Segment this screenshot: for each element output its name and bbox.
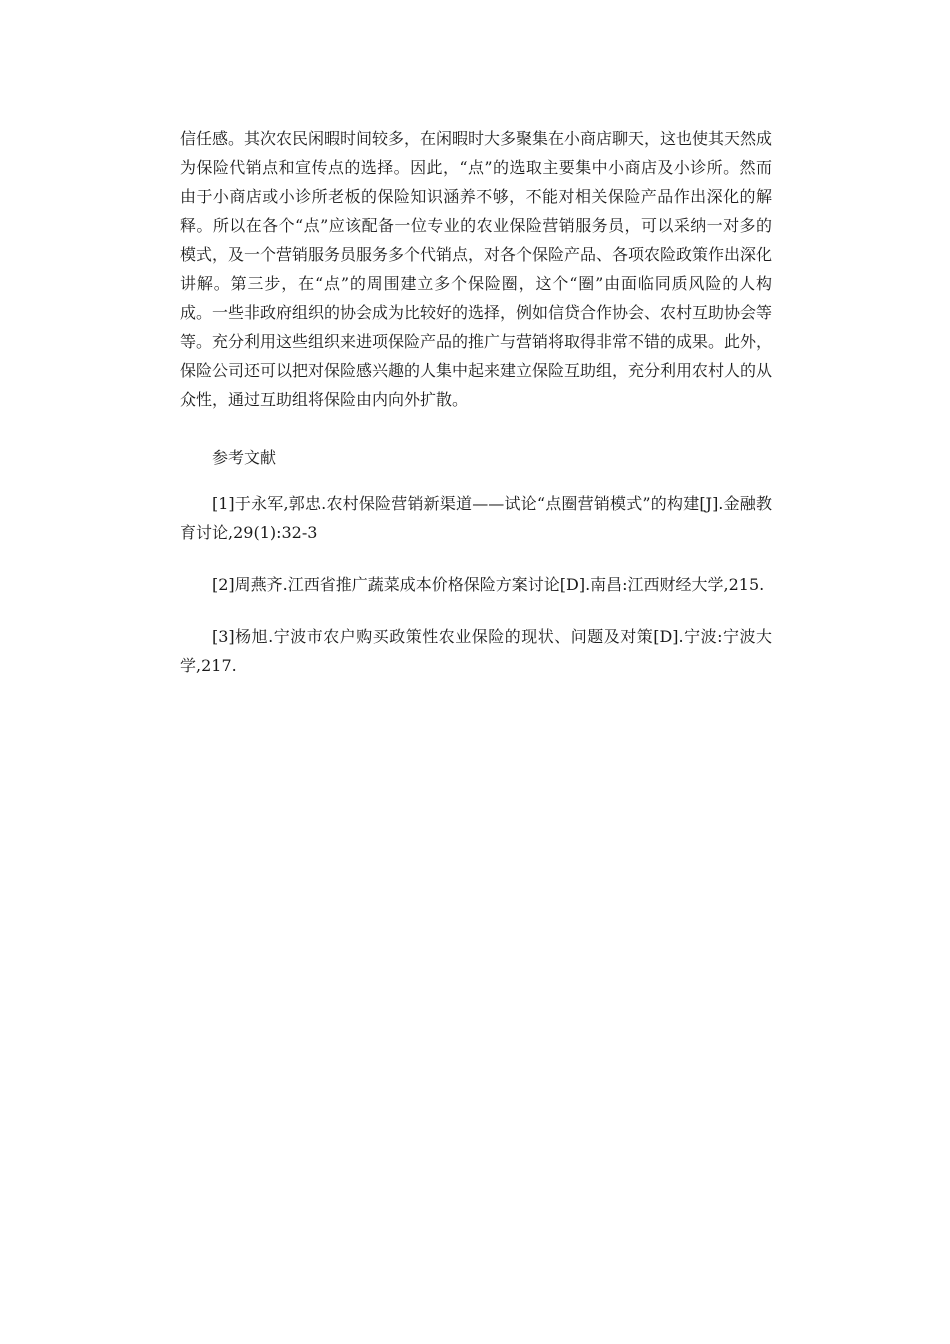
reference-item-2: [2]周燕齐.江西省推广蔬菜成本价格保险方案讨论[D].南昌:江西财经大学,215.	[212, 575, 765, 594]
reference-item-3: [3]杨旭.宁波市农户购买政策性农业保险的现状、问题及对策[D].宁波:宁波大学,217.	[180, 627, 772, 675]
document-page	[180, 124, 772, 680]
reference-item-1: [1]于永军,郭忠.农村保险营销新渠道——试论“点圈营销模式”的构建[J].金融教育讨论,29(1):32-3	[180, 494, 772, 542]
references-heading: 参考文献	[212, 448, 277, 467]
body-paragraph: 信任感。其次农民闲暇时间较多，在闲暇时大多聚集在小商店聊天，这也使其天然成为保险代销点和宣传点的选择。因此，“点”的选取主要集中小商店及小诊所。然而由于小商店或小诊所老板的保险知识涵养不够，不能对相关保险产品作出深化的解释。所以在各个“点”应该配备一位专业的农业保险营销服务员，可以采纳一对多的模式，及一个营销服务员服务多个代销点，对各个保险产品、各项农险政策作出深化讲解。第三步，在“点”的周围建立多个保险圈，这个“圈”由面临同质风险的人构成。一些非政府组织的协会成为比较好的选择，例如信贷合作协会、农村互助协会等等。充分利用这些组织来进项保险产品的推广与营销将取得非常不错的成果。此外，保险公司还可以把对保险感兴趣的人集中起来建立保险互助组，充分利用农村人的从众性，通过互助组将保险由内向外扩散。	[180, 129, 773, 409]
